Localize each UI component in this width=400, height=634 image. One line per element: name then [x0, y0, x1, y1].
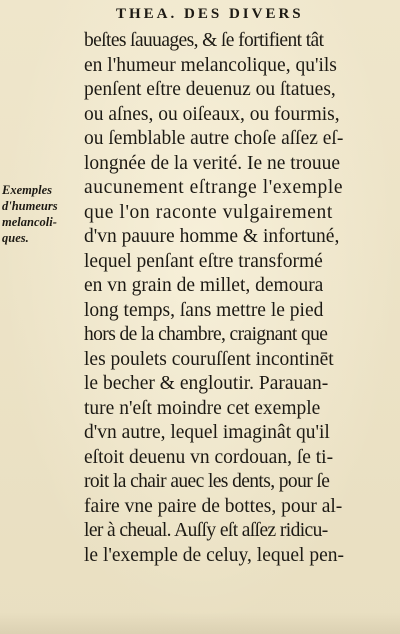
text-line: en vn grain de millet, demoura	[84, 275, 324, 296]
text-line: d'vn autre, lequel imaginât qu'il	[84, 422, 330, 443]
text-line: le becher & engloutir. Parauan-	[84, 373, 329, 394]
text-line: d'vn pauure homme & infortuné,	[84, 226, 340, 247]
text-line: ou ſemblable autre choſe aſſez eſ-	[84, 128, 344, 149]
text-line: ler à cheual. Auſſy eſt aſſez ridicu-	[84, 520, 328, 541]
page-edge-shadow	[0, 612, 400, 634]
margin-note	[2, 182, 84, 246]
text-line: que l'on raconte vulgairement	[84, 201, 333, 223]
text-line: ture n'eſt moindre cet exemple	[84, 397, 321, 419]
text-line: hors de la chambre, craignant que	[84, 324, 328, 345]
text-line: beſtes ſauuages, & ſe fortifient tât	[84, 30, 324, 51]
running-head: THEA. DES DIVERS	[116, 6, 304, 22]
margin-note-line: melancoli-	[2, 215, 57, 229]
margin-note-line: Exemples	[2, 183, 52, 197]
text-line: faire vne paire de bottes, pour al-	[84, 495, 343, 517]
margin-note-line: ques.	[2, 231, 29, 245]
text-line: aucunement eſtrange l'exemple	[84, 177, 344, 198]
text-line: les poulets couruſſent incontinēt	[84, 348, 334, 370]
text-line: roit la chair auec les dents, pour ſe	[84, 471, 330, 492]
margin-note-line: d'humeurs	[2, 199, 58, 213]
text-line: le l'exemple de celuy, lequel pen-	[84, 544, 344, 566]
text-line: lequel penſant eſtre transformé	[84, 250, 323, 272]
text-line: ou aſnes, ou oiſeaux, ou fourmis,	[84, 103, 340, 125]
text-line: penſent eſtre deuenuz ou ſtatues,	[84, 79, 336, 100]
text-line: longnée de la verité. Ie ne trouue	[84, 152, 341, 174]
text-line: en l'humeur melancolique, qu'ils	[84, 54, 337, 76]
text-line: eſtoit deuenu vn cordouan, ſe ti-	[84, 446, 334, 468]
text-line: long temps, ſans mettre le pied	[84, 299, 324, 321]
body-text	[84, 29, 388, 568]
